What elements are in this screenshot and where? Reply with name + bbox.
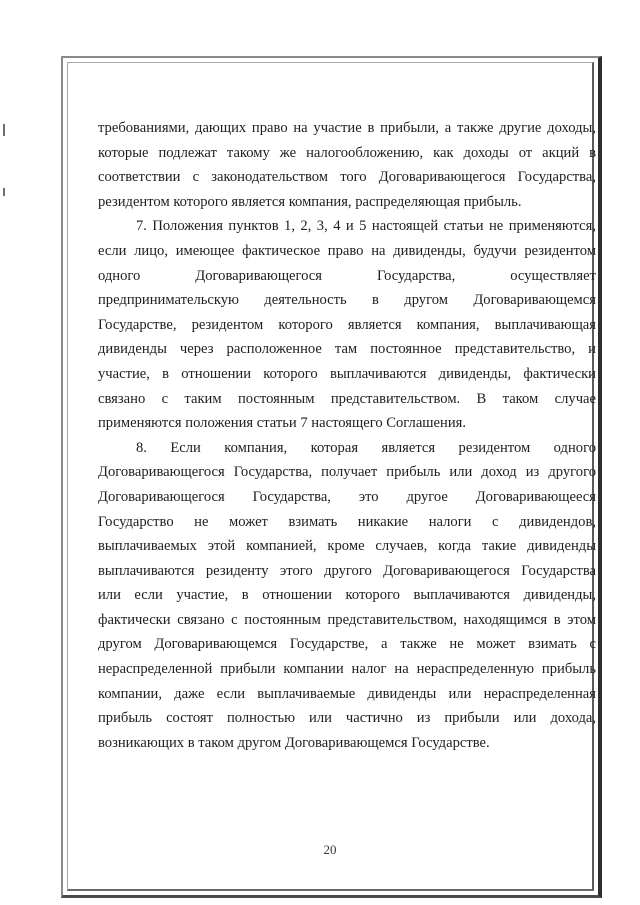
text-line: связано с таким постоянным представительством. В таком случае [98,390,596,407]
text-line: если лицо, имеющее фактическое право на дивиденды, будучи резидентом [98,242,596,259]
page-number: 20 [323,842,337,857]
text-line: которые подлежат такому же налогообложению, как доходы от акций в [98,144,596,161]
text-line: Договаривающегося Государства, получает прибыль или доход из другого [98,464,596,481]
text-line: резидентом которого является компания, распределяющая прибыль. [98,193,522,210]
text-line: фактически связано с постоянным представительством, находящимся в этом [98,611,596,628]
text-line: соответствии с законодательством того Договаривающегося Государства, [98,169,596,186]
paragraph-8-start: 8. Если компания, которая является резидентом одного [136,439,596,456]
text-line: участие, в отношении которого выплачиваются дивиденды, фактически [98,365,596,382]
text-line: требованиями, дающих право на участие в прибыли, а также другие доходы, [98,120,596,136]
text-line: Договаривающегося Государства, это другое Договаривающееся [98,488,596,505]
text-line: выплачиваемых этой компанией, кроме случаев, когда такие дивиденды [98,538,596,555]
text-line: одного Договаривающегося Государства, осуществляет [98,267,596,284]
paragraph-7-start: 7. Положения пунктов 1, 2, 3, 4 и 5 настоящей статьи не применяются, [136,218,596,235]
text-line: выплачиваются резиденту этого другого Договаривающегося Государства [98,562,596,579]
text-line: прибыль состоят полностью или частично из прибыли или дохода, [98,710,596,727]
text-line: нераспределенной прибыли компании налог на нераспределенную прибыль [98,661,596,678]
document-body [98,116,596,755]
text-line: возникающих в таком другом Договаривающемся Государстве. [98,734,490,751]
text-line: или если участие, в отношении которого выплачиваются дивиденды, [98,587,596,604]
scan-margin-mark [3,124,5,136]
scan-margin-mark [3,188,5,196]
text-line: предпринимательскую деятельность в другом Договаривающемся [98,292,596,309]
text-line: другом Договаривающемся Государстве, а также не может взимать с [98,636,596,653]
text-line: применяются положения статьи 7 настоящего Соглашения. [98,415,466,432]
text-line: дивиденды через расположенное там постоянное представительство, и [98,341,596,358]
text-line: компании, даже если выплачиваемые дивиденды или нераспределенная [98,685,596,702]
text-line: Государстве, резидентом которого является компания, выплачивающая [98,316,596,333]
text-line: Государство не может взимать никакие налоги с дивидендов, [98,513,596,530]
